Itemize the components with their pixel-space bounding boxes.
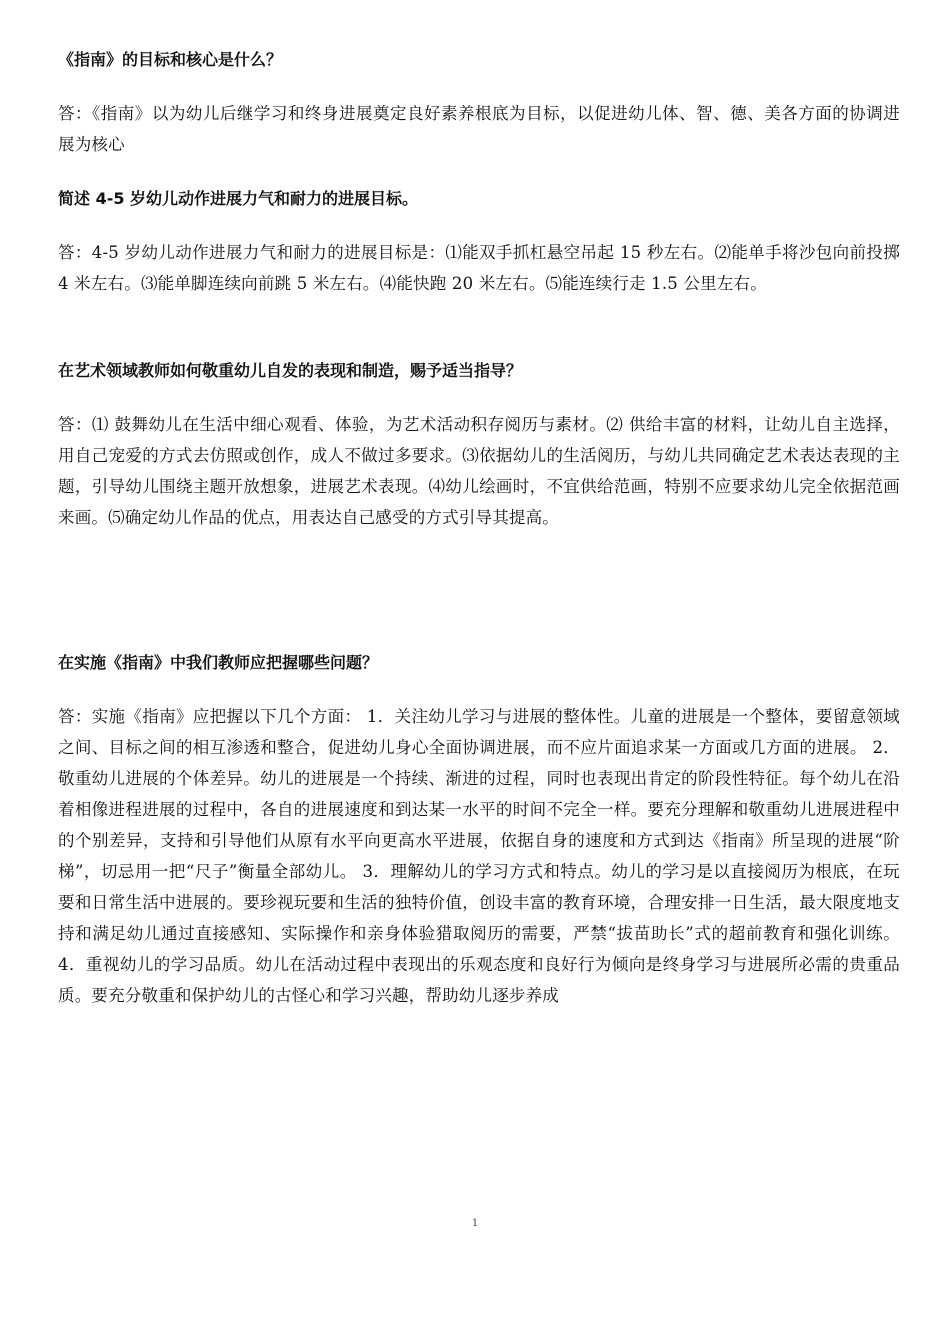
question-4-heading: 在实施《指南》中我们教师应把握哪些问题？ [58,653,379,672]
question-3-heading: 在艺术领域教师如何敬重幼儿自发的表现和制造，赐予适当指导？ [58,361,523,380]
answer-1-text: 答：《指南》以为幼儿后继学习和终身进展奠定良好素养根底为目标，以促进幼儿体、智、德、美各方面的协调进展为核心 [58,104,900,154]
question-2-heading: 简述 4-5 岁幼儿动作进展力气和耐力的进展目标。 [58,189,419,208]
answer-2-text: 答：4-5 岁幼儿动作进展力气和耐力的进展目标是：⑴能双手抓杠悬空吊起 15 秒左右。⑵能单手将沙包向前投掷 4 米左右。⑶能单脚连续向前跳 5 米左右。⑷能快跑 20 米左右。⑸能连续行走 1.5 公里左右。 [58,243,900,293]
question-1-heading: 《指南》的目标和核心是什么？ [58,50,283,69]
page-number: 1 [471,1218,479,1229]
answer-4-text: 答：实施《指南》应把握以下几个方面： 1．关注幼儿学习与进展的整体性。儿童的进展是一个整体，要留意领域之间、目标之间的相互渗透和整合，促进幼儿身心全面协调进展，而不应片面追求某一方面或几方面的进展。 2．敬重幼儿进展的个体差异。幼儿的进展是一个持续、渐进的过程，同时也表现出肯定的阶段性特征。每个幼儿在沿着相像进程进展的过程中，各自的进展速度和到达某一水平的时间不完全一样。要充分理解和敬重幼儿进展进程中的个别差异，支持和引导他们从原有水平向更高水平进展，依据自身的速度和方式到达《指南》所呈现的进展“阶梯”，切忌用一把“尺子”衡量全部幼儿。 3．理解幼儿的学习方式和特点。幼儿的学习是以直接阅历为根底，在玩要和日常生活中进展的。要珍视玩要和生活的独特价值，创设丰富的教育环境，合理安排一日生活，最大限度地支持和满足幼儿通过直接感知、实际操作和亲身体验猎取阅历的需要，严禁“拔苗助长”式的超前教育和强化训练。 4．重视幼儿的学习品质。幼儿在活动过程中表现出的乐观态度和良好行为倾向是终身学习与进展所必需的贵重品质。要充分敬重和保护幼儿的古怪心和学习兴趣，帮助幼儿逐步养成 [58,707,900,1005]
answer-3-text: 答：⑴ 鼓舞幼儿在生活中细心观看、体验，为艺术活动积存阅历与素材。⑵ 供给丰富的材料，让幼儿自主选择，用自己宠爱的方式去仿照或创作，成人不做过多要求。⑶依据幼儿的生活阅历，与幼儿共同确定艺术表达表现的主题，引导幼儿围绕主题开放想象，进展艺术表现。⑷幼儿绘画时，不宜供给范画，特别不应要求幼儿完全依据范画来画。⑸确定幼儿作品的优点，用表达自己感受的方式引导其提高。 [58,415,900,527]
